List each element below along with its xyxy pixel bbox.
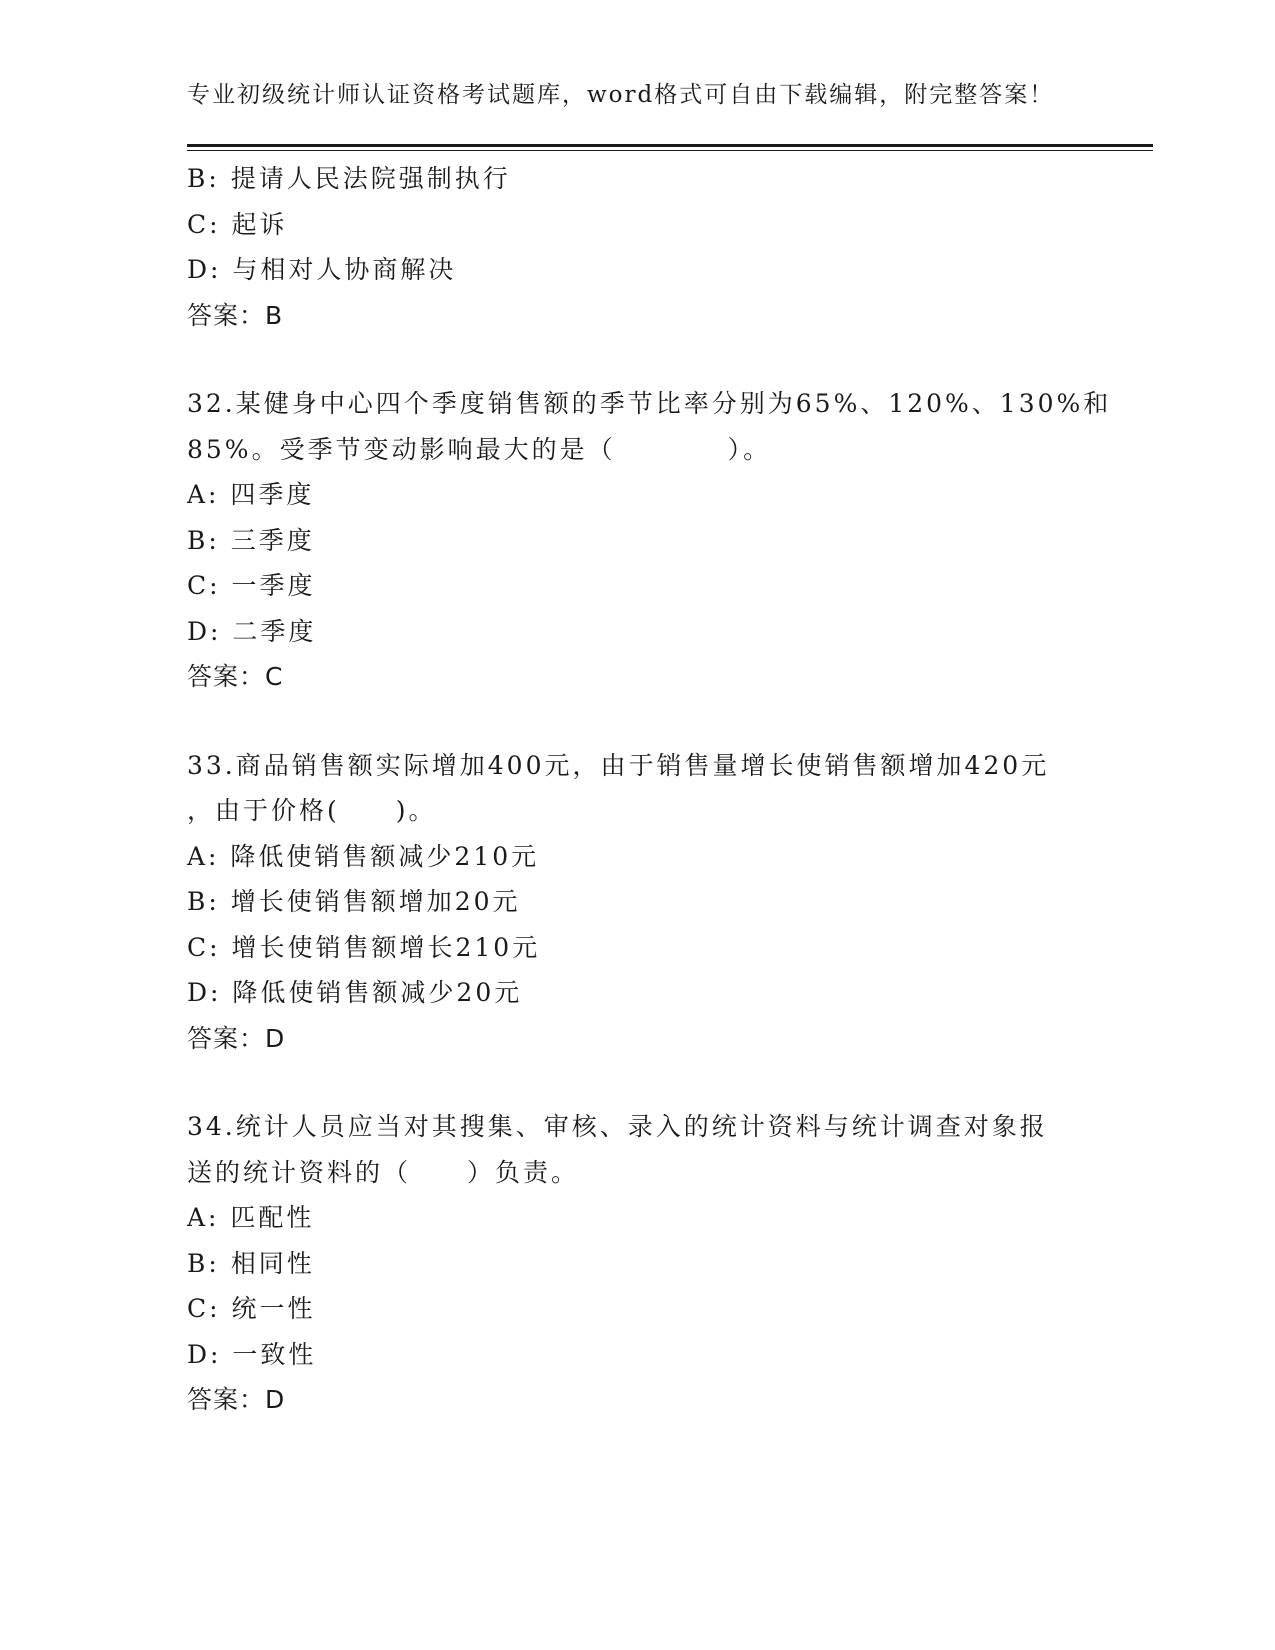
option-d: D: 一致性 — [187, 1339, 317, 1369]
question-text-line: ，由于价格( )。 — [187, 796, 437, 825]
option-c: C: 增长使销售额增长210元 — [187, 932, 541, 962]
answer-line: 答案：C — [187, 662, 284, 691]
option-b: B: 三季度 — [187, 525, 315, 555]
question-block — [187, 381, 1112, 700]
answer-line: 答案：D — [187, 1023, 286, 1053]
option-b: B: 相同性 — [187, 1248, 315, 1278]
question-block — [187, 743, 1087, 1062]
option-c: C: 起诉 — [187, 209, 288, 239]
question-block — [187, 1104, 1087, 1423]
block-spacer — [187, 700, 1087, 743]
option-a: A: 降低使销售额减少210元 — [187, 841, 540, 871]
answer-line: 答案：D — [187, 1385, 286, 1414]
question-text-line: 32.某健身中心四个季度销售额的季节比率分别为65%、120%、130%和 — [187, 389, 1112, 418]
option-d: D: 与相对人协商解决 — [187, 255, 457, 284]
question-text-line: 33.商品销售额实际增加400元，由于销售量增长使销售额增加420元 — [187, 750, 1050, 780]
option-d: D: 二季度 — [187, 616, 317, 646]
option-d: D: 降低使销售额减少20元 — [187, 978, 523, 1007]
answer-line: 答案：B — [187, 300, 284, 330]
page-header: 专业初级统计师认证资格考试题库，word格式可自由下载编辑，附完整答案！ — [187, 82, 1055, 108]
question-text-line: 85%。受季节变动影响最大的是（ ）。 — [187, 434, 772, 464]
option-c: C: 一季度 — [187, 571, 316, 600]
option-b: B: 提请人民法院强制执行 — [187, 164, 511, 193]
option-a: A: 四季度 — [187, 480, 315, 509]
option-a: A: 匹配性 — [187, 1203, 315, 1232]
block-spacer — [187, 1061, 1087, 1104]
option-b: B: 增长使销售额增加20元 — [187, 887, 521, 916]
option-c: C: 统一性 — [187, 1294, 316, 1323]
header-rule-thin — [187, 150, 1153, 151]
question-text-line: 送的统计资料的（ ）负责。 — [187, 1157, 580, 1187]
block-spacer — [187, 338, 1087, 381]
question-text-line: 34.统计人员应当对其搜集、审核、录入的统计资料与统计调查对象报 — [187, 1112, 1048, 1141]
question-list — [187, 156, 1112, 1423]
question-block — [187, 156, 1087, 338]
header-rule-thick — [187, 144, 1153, 147]
